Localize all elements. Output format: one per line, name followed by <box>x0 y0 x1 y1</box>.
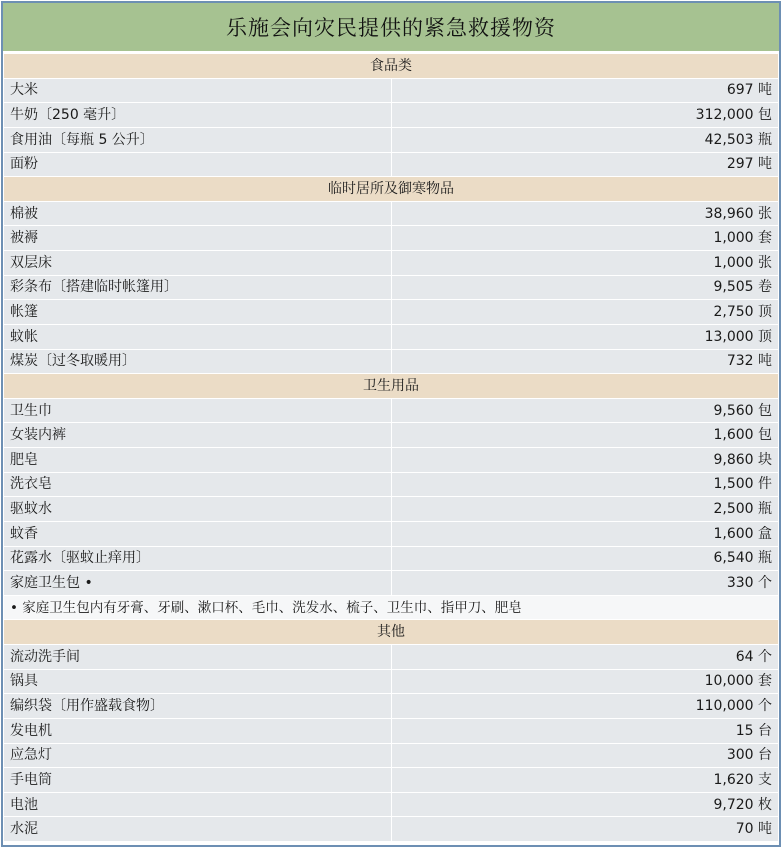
item-quantity: 330 个 <box>391 571 779 596</box>
item-quantity: 300 台 <box>391 743 779 768</box>
item-quantity: 15 台 <box>391 718 779 743</box>
table-row <box>4 324 779 349</box>
section-header-other <box>4 620 779 645</box>
item-quantity: 10,000 套 <box>391 669 779 694</box>
item-quantity: 697 吨 <box>391 78 779 103</box>
item-quantity: 110,000 个 <box>391 694 779 719</box>
table-row <box>4 546 779 571</box>
item-quantity: 13,000 顶 <box>391 324 779 349</box>
item-name: 电池 <box>4 792 392 817</box>
item-quantity: 732 吨 <box>391 349 779 374</box>
table-row <box>4 694 779 719</box>
item-name: 蚊香 <box>4 521 392 546</box>
section-header-hygiene <box>4 374 779 399</box>
item-name: 女装内裤 <box>4 423 392 448</box>
table-row <box>4 423 779 448</box>
item-name: 流动洗手间 <box>4 645 392 670</box>
table-row <box>4 300 779 325</box>
page-title: 乐施会向灾民提供的紧急救援物资 <box>3 3 779 53</box>
item-name: 编织袋〔用作盛载食物〕 <box>4 694 392 719</box>
table-row <box>4 571 779 596</box>
section-heading: 食品类 <box>4 54 779 79</box>
section-heading: 其他 <box>4 620 779 645</box>
item-name: 煤炭〔过冬取暖用〕 <box>4 349 392 374</box>
item-quantity: 64 个 <box>391 645 779 670</box>
item-name: 卫生巾 <box>4 398 392 423</box>
item-quantity: 9,720 枚 <box>391 792 779 817</box>
item-quantity: 2,500 瓶 <box>391 497 779 522</box>
table-row <box>4 103 779 128</box>
item-name: 花露水〔驱蚊止痒用〕 <box>4 546 392 571</box>
item-quantity: 1,000 张 <box>391 251 779 276</box>
table-row <box>4 275 779 300</box>
item-name: 水泥 <box>4 817 392 842</box>
item-quantity: 297 吨 <box>391 152 779 177</box>
item-name: 大米 <box>4 78 392 103</box>
supplies-table <box>3 53 779 842</box>
item-name: 驱蚊水 <box>4 497 392 522</box>
section-heading: 卫生用品 <box>4 374 779 399</box>
item-quantity: 2,750 顶 <box>391 300 779 325</box>
item-name: 牛奶〔250 毫升〕 <box>4 103 392 128</box>
hygiene-kit-footnote: • 家庭卫生包内有牙膏、牙刷、漱口杯、毛巾、洗发水、梳子、卫生巾、指甲刀、肥皂 <box>4 595 779 620</box>
table-row <box>4 792 779 817</box>
item-quantity: 312,000 包 <box>391 103 779 128</box>
section-header-food <box>4 54 779 79</box>
table-row <box>4 645 779 670</box>
item-quantity: 9,560 包 <box>391 398 779 423</box>
table-row <box>4 251 779 276</box>
item-name: 蚊帐 <box>4 324 392 349</box>
item-name: 锅具 <box>4 669 392 694</box>
table-row <box>4 448 779 473</box>
table-row <box>4 497 779 522</box>
item-name: 彩条布〔搭建临时帐篷用〕 <box>4 275 392 300</box>
item-quantity: 1,620 支 <box>391 768 779 793</box>
section-heading: 临时居所及御寒物品 <box>4 177 779 202</box>
item-name: 双层床 <box>4 251 392 276</box>
item-name: 洗衣皂 <box>4 472 392 497</box>
item-quantity: 1,600 盒 <box>391 521 779 546</box>
item-name: 被褥 <box>4 226 392 251</box>
table-row <box>4 226 779 251</box>
item-quantity: 6,540 瓶 <box>391 546 779 571</box>
table-row <box>4 718 779 743</box>
table-row <box>4 472 779 497</box>
table-row <box>4 817 779 842</box>
item-quantity: 70 吨 <box>391 817 779 842</box>
item-quantity: 1,600 包 <box>391 423 779 448</box>
item-name: 手电筒 <box>4 768 392 793</box>
item-name: 发电机 <box>4 718 392 743</box>
footnote-row <box>4 595 779 620</box>
table-row <box>4 743 779 768</box>
item-name: 食用油〔每瓶 5 公升〕 <box>4 127 392 152</box>
item-quantity: 1,500 件 <box>391 472 779 497</box>
table-row <box>4 127 779 152</box>
table-row <box>4 521 779 546</box>
item-name: 应急灯 <box>4 743 392 768</box>
relief-supplies-panel <box>1 1 781 847</box>
table-row <box>4 201 779 226</box>
item-quantity: 1,000 套 <box>391 226 779 251</box>
table-row <box>4 768 779 793</box>
item-name: 肥皂 <box>4 448 392 473</box>
item-quantity: 9,505 卷 <box>391 275 779 300</box>
item-quantity: 9,860 块 <box>391 448 779 473</box>
section-header-shelter <box>4 177 779 202</box>
table-row <box>4 78 779 103</box>
item-name: 家庭卫生包 • <box>4 571 392 596</box>
item-name: 面粉 <box>4 152 392 177</box>
item-quantity: 42,503 瓶 <box>391 127 779 152</box>
item-name: 帐篷 <box>4 300 392 325</box>
item-name: 棉被 <box>4 201 392 226</box>
table-row <box>4 152 779 177</box>
table-row <box>4 669 779 694</box>
table-row <box>4 349 779 374</box>
item-quantity: 38,960 张 <box>391 201 779 226</box>
table-row <box>4 398 779 423</box>
